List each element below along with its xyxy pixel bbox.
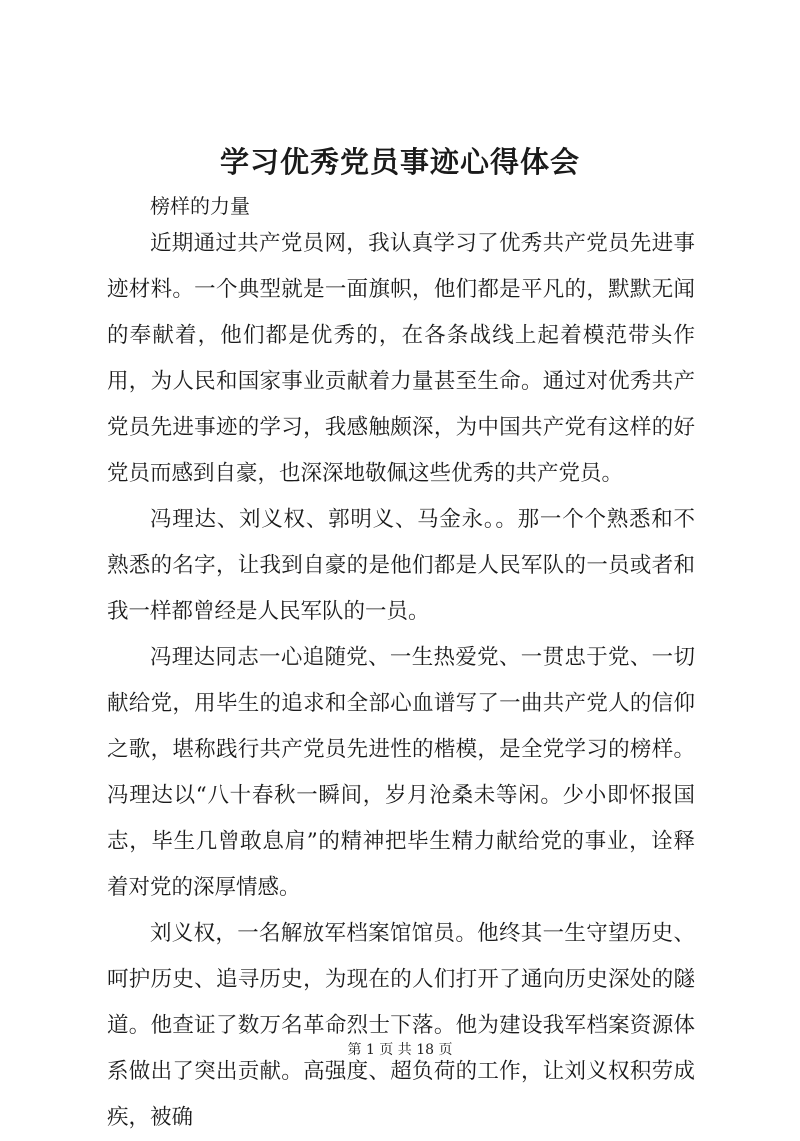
document-body	[107, 221, 695, 1141]
document-title: 学习优秀党员事迹心得体会	[219, 145, 580, 179]
paragraph: 刘义权，一名解放军档案馆馆员。他终其一生守望历史、呵护历史、追寻历史，为现在的人们打开了通向历史深处的隧道。他查证了数万名革命烈士下落。他为建设我军档案资源体系做出了突出贡献。高强度、超负荷的工作，让刘义权积劳成疾，被确	[107, 921, 695, 1130]
page-number-footer: 第 1 页 共 18 页	[347, 1042, 453, 1058]
paragraph: 近期通过共产党员网，我认真学习了优秀共产党员先进事迹材料。一个典型就是一面旗帜，他们都是平凡的，默默无闻的奉献着，他们都是优秀的，在各条战线上起着模范带头作用，为人民和国家事业贡献着力量甚至生命。通过对优秀共产党员先进事迹的学习，我感触颇深，为中国共产党有这样的好党员而感到自豪，也深深地敬佩这些优秀的共产党员。	[107, 231, 695, 486]
paragraph: 冯理达同志一心追随党、一生热爱党、一贯忠于党、一切献给党，用毕生的追求和全部心血谱写了一曲共产党人的信仰之歌，堪称践行共产党员先进性的楷模，是全党学习的榜样。冯理达以“八十春秋一瞬间，岁月沧桑未等闲。少小即怀报国志，毕生几曾敢息肩”的精神把毕生精力献给党的事业，诠释着对党的深厚情感。	[107, 645, 695, 900]
paragraph: 冯理达、刘义权、郭明义、马金永。。那一个个熟悉和不熟悉的名字，让我到自豪的是他们都是人民军队的一员或者和我一样都曾经是人民军队的一员。	[107, 507, 695, 624]
document-subtitle: 榜样的力量	[150, 194, 250, 218]
